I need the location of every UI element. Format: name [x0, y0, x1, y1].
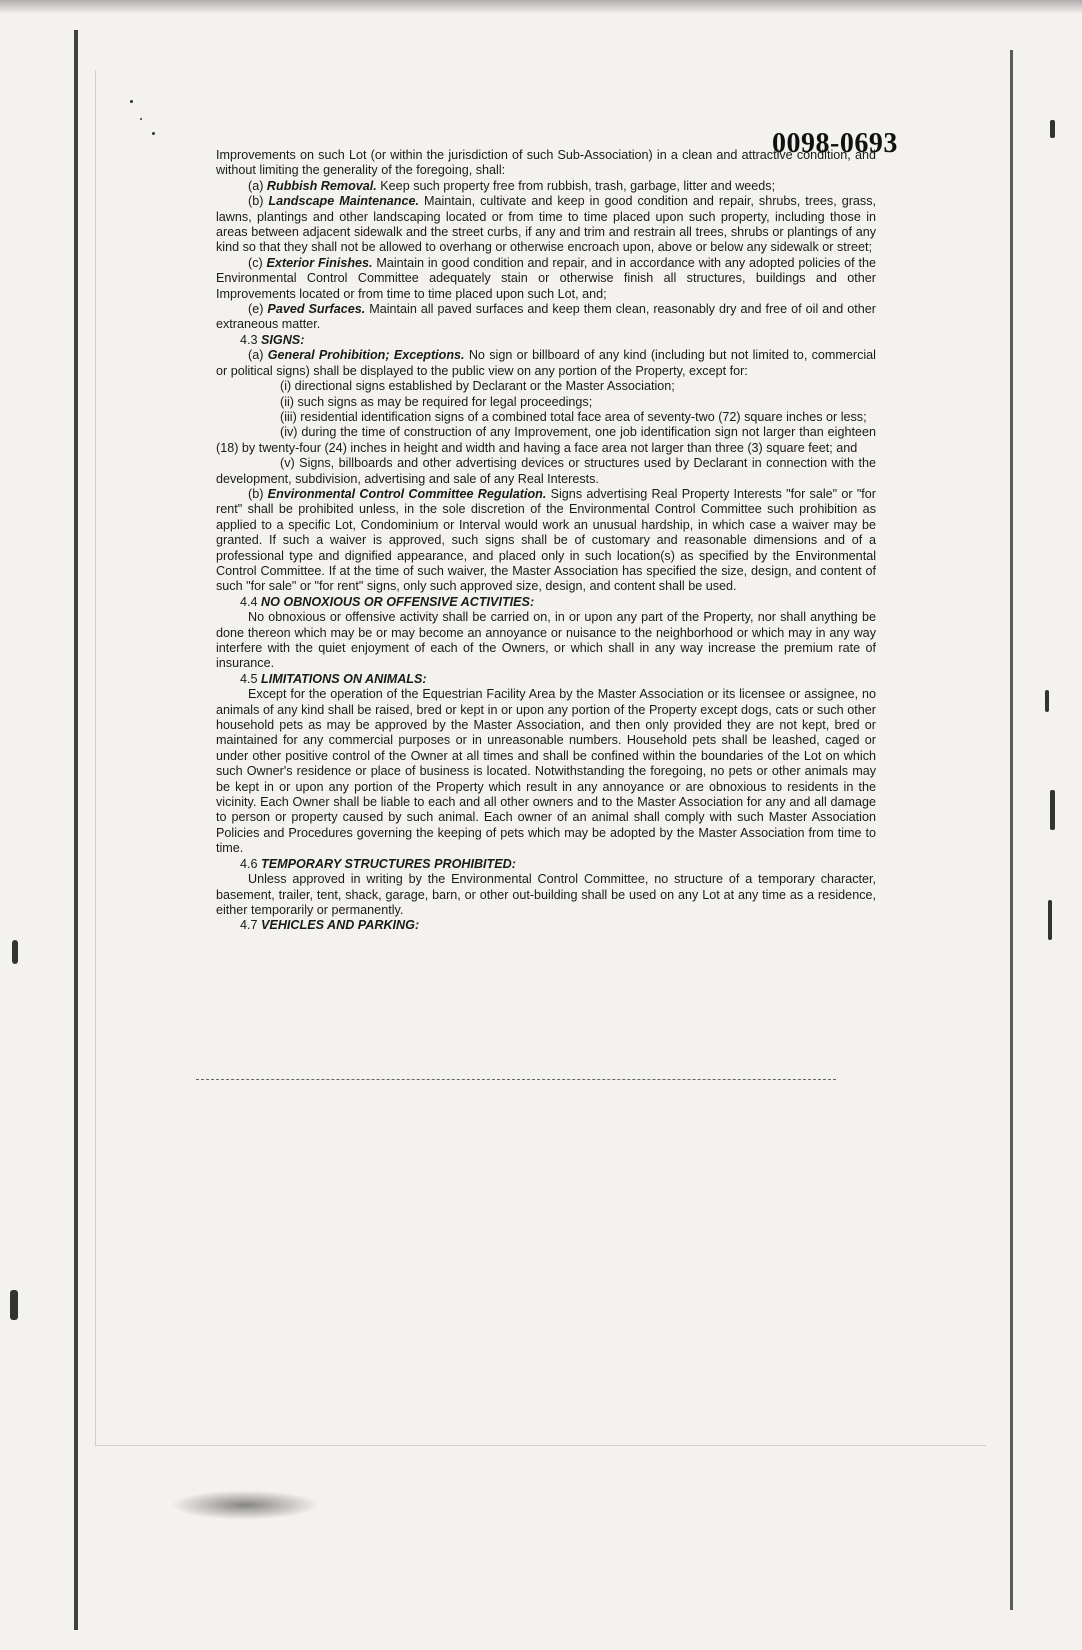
page-break-rule — [196, 1079, 836, 1080]
scan-speckle — [140, 118, 142, 120]
section-heading-vehicles-parking: 4.7 VEHICLES AND PARKING: — [240, 918, 420, 933]
scan-speckle — [130, 100, 133, 103]
item-landscape-maintenance: (b) Landscape Maintenance. Maintain, cultivate and keep in good condition and repair, shrubs, trees, grass, lawns, plantings and other landscaping located or from time to time placed upon such property, including those in areas between adjacent sidewalk and the street curbs, if any and trim and restrain all trees, shrubs or plantings of any kind so that they shall not be allowed to overhang or otherwise encroach upon, above or below any sidewalk or street; — [216, 194, 877, 255]
scan-speckle — [10, 1290, 18, 1320]
scan-speckle — [1050, 790, 1055, 830]
signs-exception-item: (ii) such signs as may be required for legal proceedings; — [280, 394, 593, 409]
scan-speckle — [152, 132, 155, 135]
intro-paragraph: Improvements on such Lot (or within the jurisdiction of such Sub-Association) in a clean and attractive condition, and without limiting the generality of the foregoing, shall: — [216, 148, 876, 178]
document-body — [216, 148, 876, 934]
scan-left-border — [74, 30, 78, 1630]
scan-speckle — [1048, 900, 1052, 940]
item-exterior-finishes: (c) Exterior Finishes. Maintain in good condition and repair, and in accordance with any adopted policies of the Environmental Control Committee adequately stain or otherwise finish all structures, buildings and other Improvements located or from time to time placed upon such Lot, and; — [216, 255, 877, 301]
signs-ecc-regulation: (b) Environmental Control Committee Regulation. Signs advertising Real Property Interests "for sale" or "for rent" shall be prohibited unless, in the sole discretion of the Environmental Control Committee such prohibition as applied to a specific Lot, Condominium or Interval would work an unusual hardship, in which case a waiver may be granted. If such a waiver is approved, such signs shall be of customary and reasonable dimensions and of a professional type and dignified appearance, and placed only in such location(s) as specified by the Environmental Control Committee. If at the time of such waiver, the Master Association has specified the size, design, and content of such "for sale" or "for rent" signs, only such approved size, design, and content shall be used. — [216, 486, 877, 594]
animals-paragraph: Except for the operation of the Equestrian Facility Area by the Master Association or its licensee or assignee, no animals of any kind shall be raised, bred or kept in or upon any portion of the Property except dogs, cats or such other household pets as may be approved by the Master Association, and then only provided they are not kept, bred or maintained for any commercial purposes or in unreasonable numbers. Household pets shall be leashed, caged or under other positive control of the Owner at all times and shall be confined within the boundaries of the Lot on which such Owner's residence or place of business is located. Notwithstanding the foregoing, no pets or other animals may be kept in or upon any portion of the Property which result in any annoyance or are obnoxious to residents in the vicinity. Each Owner shall be liable to each and all other owners and to the Master Association for any and all damage to person or property caused by such animal. Each owner of an animal shall comply with such Master Association Policies and Procedures governing the keeping of pets which may be adopted by the Master Association from time to time. — [216, 687, 876, 856]
obnoxious-activities-paragraph: No obnoxious or offensive activity shall be carried on, in or upon any part of the Property, nor shall anything be done thereon which may be or may become an annoyance or nuisance to the neighborhood or which may in any way interfere with the quiet enjoyment of each of the Owners, or which shall in any way increase the premium rate of insurance. — [216, 610, 876, 671]
temporary-structures-paragraph: Unless approved in writing by the Environmental Control Committee, no structure of a temporary character, basement, trailer, tent, shack, garage, barn, or other out-building shall be used on any Lot at any time as a residence, either temporarily or permanently. — [216, 872, 876, 917]
section-heading-signs: 4.3 SIGNS: — [240, 332, 305, 347]
signs-exception-item: (iv) during the time of construction of any Improvement, one job identification sign not larger than eighteen (18) by twenty-four (24) inches in height and width and having a face area not larger than three (3) square feet; and — [216, 425, 876, 455]
section-heading-obnoxious-activities: 4.4 NO OBNOXIOUS OR OFFENSIVE ACTIVITIES: — [240, 594, 535, 609]
scan-speckle — [1050, 120, 1055, 138]
section-heading-temporary-structures: 4.6 TEMPORARY STRUCTURES PROHIBITED: — [240, 856, 516, 871]
section-heading-animals: 4.5 LIMITATIONS ON ANIMALS: — [240, 671, 427, 686]
document-number: 0098-0693 — [772, 128, 898, 159]
scan-right-border — [1010, 50, 1013, 1610]
item-paved-surfaces: (e) Paved Surfaces. Maintain all paved surfaces and keep them clean, reasonably dry and free of oil and other extraneous matter. — [216, 302, 876, 332]
scan-speckle — [12, 940, 18, 964]
scan-top-edge — [0, 0, 1082, 14]
signs-general-prohibition: (a) General Prohibition; Exceptions. No sign or billboard of any kind (including but not limited to, commercial or political signs) shall be displayed to the public view on any portion of the Property, except for: — [216, 348, 876, 378]
scan-speckle — [1045, 690, 1049, 712]
item-rubbish-removal: (a) Rubbish Removal. Keep such property free from rubbish, trash, garbage, litter and weeds; — [248, 178, 776, 193]
signs-exception-item: (iii) residential identification signs of a combined total face area of seventy-two (72) square inches or less; — [280, 409, 867, 424]
signs-exception-item: (i) directional signs established by Declarant or the Master Association; — [280, 379, 675, 394]
scan-smudge — [170, 1490, 320, 1520]
signs-exception-item: (v) Signs, billboards and other advertising devices or structures used by Declarant in connection with the development, subdivision, advertising and sale of any Real Interests. — [216, 456, 876, 486]
